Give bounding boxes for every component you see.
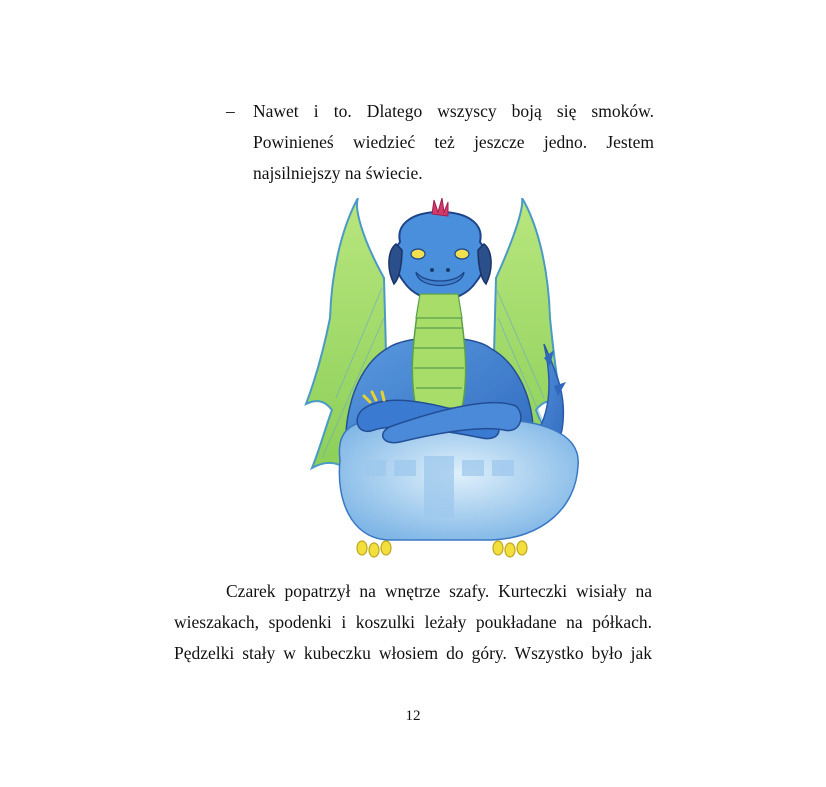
dragon-feet <box>357 541 527 557</box>
dialogue-text <box>253 96 654 189</box>
dragon-drawing-icon <box>292 198 588 560</box>
narrative-line: wieszakach, spodenki i koszulki leżały poukładane na półkach. <box>174 612 652 632</box>
dragon-belly <box>339 420 578 540</box>
dragon-head <box>395 212 485 300</box>
dialogue-paragraph <box>226 96 654 189</box>
dialogue-line: Powinieneś wiedzieć też jeszcze jedno. Jestem <box>253 132 654 152</box>
dialogue-dash: – <box>226 101 235 121</box>
dialogue-line: najsilniejszy na świecie. <box>253 163 423 183</box>
dragon-chest <box>412 308 465 408</box>
narrative-line: Czarek popatrzył na wnętrze szafy. Kurteczki wisiały na <box>226 581 652 601</box>
dialogue-line: Nawet i to. Dlatego wszyscy boją się smoków. <box>253 101 654 121</box>
narrative-line: Pędzelki stały w kubeczku włosiem do góry. Wszystko było jak <box>174 643 652 663</box>
page-number: 12 <box>405 708 421 724</box>
narrative-paragraph <box>174 576 652 669</box>
